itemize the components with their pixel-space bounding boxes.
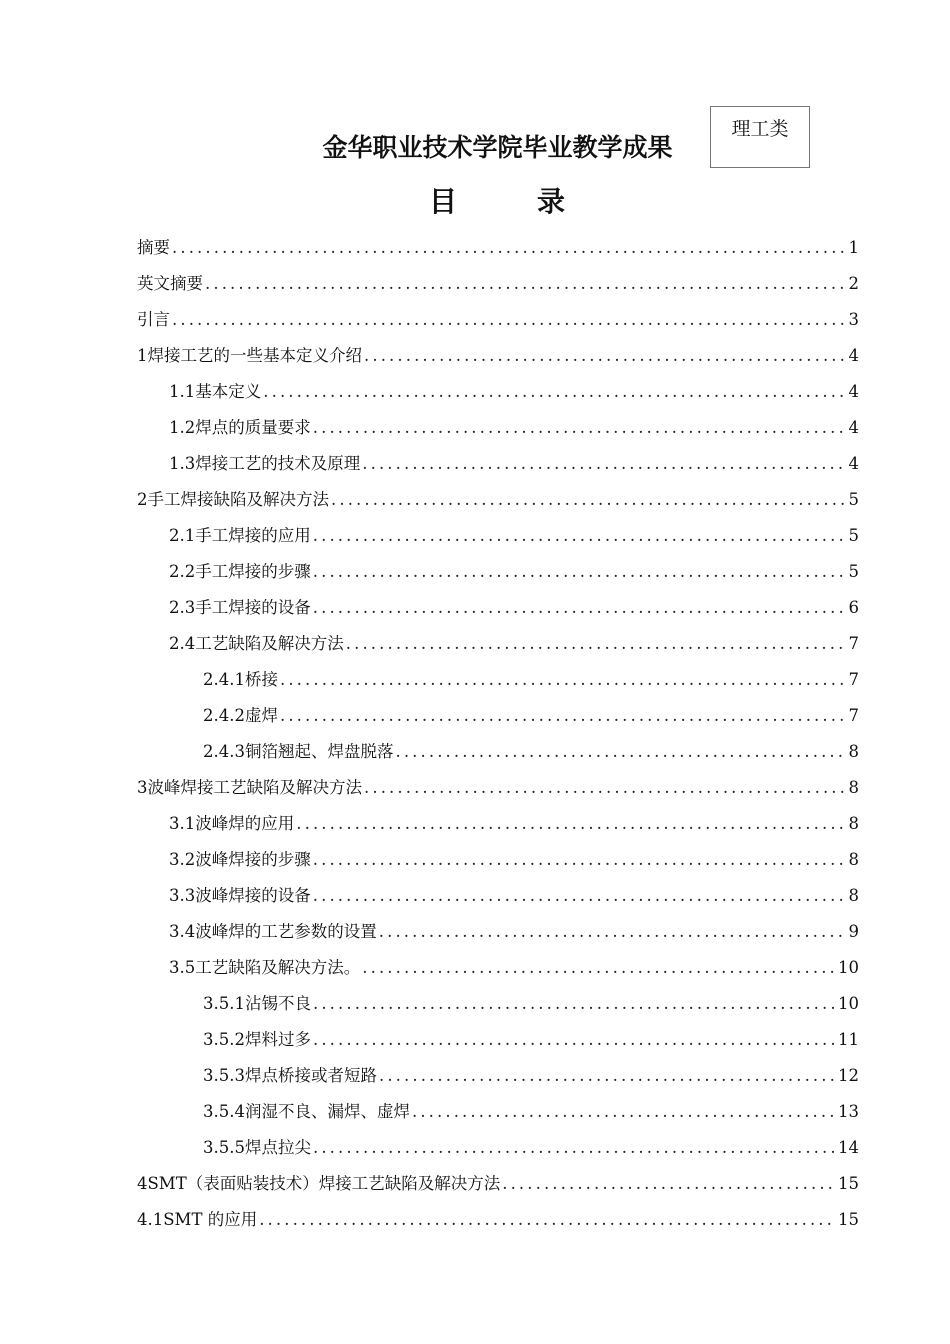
toc-entry-label: 工艺缺陷及解决方法。 [195,958,361,977]
toc-entry[interactable] [137,842,859,878]
toc-entry-label: 摘要 [137,238,170,257]
toc-entry-number: 2.3 [169,598,196,617]
toc-dot-leader [313,410,847,446]
toc-entry-page-number: 7 [848,670,859,689]
toc-entry[interactable] [137,302,859,338]
toc-entry-label: 焊点桥接或者短路 [244,1066,377,1085]
toc-entry-page-number: 5 [848,490,859,509]
toc-entry-page-number: 8 [848,886,859,905]
toc-entry[interactable] [137,1058,859,1094]
toc-entry[interactable] [137,1202,859,1238]
toc-entry[interactable] [137,806,859,842]
toc-entry-page-number: 8 [848,850,859,869]
toc-dot-leader [412,1094,836,1130]
toc-entry[interactable] [137,1130,859,1166]
toc-entry[interactable] [137,878,859,914]
toc-entry[interactable] [137,410,859,446]
toc-entry-page-number: 10 [838,994,859,1013]
toc-entry-number: 2.4.1 [203,670,245,689]
toc-entry-number: 4 [137,1174,148,1193]
toc-entry-number: 3.3 [169,886,196,905]
toc-entry-label: 手工焊接缺陷及解决方法 [147,490,329,509]
toc-entry-page-number: 10 [838,958,859,977]
toc-entry-number: 3.5.4 [203,1102,245,1121]
toc-entry-page-number: 4 [848,418,859,437]
toc-entry-label: 波峰焊接工艺缺陷及解决方法 [147,778,362,797]
toc-entry-label: 引言 [137,310,170,329]
toc-entry-page-number: 3 [848,310,859,329]
toc-entry-label: 波峰焊的工艺参数的设置 [195,922,377,941]
toc-entry-label: SMT 的应用 [163,1210,258,1229]
toc-entry-page-number: 8 [848,778,859,797]
toc-dot-leader [313,1022,836,1058]
toc-entry-label: 英文摘要 [137,274,203,293]
toc-entry-number: 3.5.3 [203,1066,245,1085]
toc-entry-number: 4.1 [137,1210,164,1229]
toc-entry-page-number: 4 [848,382,859,401]
toc-entry-number: 1 [137,346,148,365]
toc-entry[interactable] [137,950,859,986]
toc-dot-leader [172,302,847,338]
toc-entry[interactable] [137,698,859,734]
toc-entry-label: 工艺缺陷及解决方法 [195,634,344,653]
toc-dot-leader [379,914,847,950]
toc-dot-leader [362,950,836,986]
toc-dot-leader [205,266,847,302]
toc-entry-label: 沾锡不良 [244,994,311,1013]
toc-entry-number: 3.5 [169,958,196,977]
toc-dot-leader [313,518,847,554]
toc-entry-label: 手工焊接的设备 [195,598,311,617]
toc-entry-page-number: 6 [848,598,859,617]
toc-entry-page-number: 9 [848,922,859,941]
toc-entry-label: 手工焊接的应用 [195,526,311,545]
toc-entry-page-number: 11 [838,1030,859,1049]
toc-entry[interactable] [137,266,859,302]
toc-dot-leader [362,446,846,482]
toc-entry-label: 波峰焊的应用 [195,814,295,833]
toc-entry-number: 1.2 [169,418,196,437]
toc-entry[interactable] [137,1022,859,1058]
toc-entry-number: 3.5.1 [203,994,245,1013]
toc-entry-label: 基本定义 [195,382,262,401]
toc-entry[interactable] [137,554,859,590]
toc-entry-number: 2 [137,490,148,509]
toc-entry-page-number: 15 [838,1210,859,1229]
toc-entry-number: 3.4 [169,922,196,941]
toc-entry-label: 焊点拉尖 [244,1138,311,1157]
toc-entry-page-number: 12 [838,1066,859,1085]
toc-entry-label: 焊接工艺的技术及原理 [195,454,361,473]
toc-entry-page-number: 8 [848,814,859,833]
toc-entry-page-number: 2 [848,274,859,293]
toc-entry[interactable] [137,1094,859,1130]
toc-entry[interactable] [137,734,859,770]
toc-entry[interactable] [137,626,859,662]
toc-dot-leader [502,1166,836,1202]
toc-entry-label: 焊点的质量要求 [195,418,311,437]
table-of-contents [137,230,859,1238]
toc-entry-number: 2.1 [169,526,196,545]
toc-dot-leader [259,1202,836,1238]
toc-dot-leader [280,662,847,698]
toc-entry-page-number: 7 [848,634,859,653]
toc-entry[interactable] [137,986,859,1022]
toc-entry[interactable] [137,230,859,266]
toc-entry[interactable] [137,1166,859,1202]
toc-entry[interactable] [137,770,859,806]
toc-dot-leader [364,770,847,806]
toc-entry[interactable] [137,590,859,626]
toc-entry-page-number: 4 [848,454,859,473]
toc-entry-number: 1.1 [169,382,196,401]
category-label: 理工类 [731,118,789,140]
toc-dot-leader [172,230,847,266]
toc-dot-leader [280,698,847,734]
toc-entry-number: 1.3 [169,454,196,473]
toc-entry[interactable] [137,482,859,518]
toc-dot-leader [313,986,836,1022]
document-title: 金华职业技术学院毕业教学成果 [322,133,673,162]
toc-entry-page-number: 8 [848,742,859,761]
toc-entry-label: 焊接工艺的一些基本定义介绍 [147,346,362,365]
toc-dot-leader [395,734,846,770]
toc-entry-page-number: 1 [848,238,859,257]
toc-dot-leader [313,1130,836,1166]
toc-entry-label: 波峰焊接的步骤 [195,850,311,869]
toc-entry-number: 3.1 [169,814,196,833]
toc-entry[interactable] [137,518,859,554]
toc-entry-number: 2.4.2 [203,706,245,725]
toc-entry-page-number: 4 [848,346,859,365]
toc-heading: 目录 [429,185,646,218]
toc-entry-page-number: 7 [848,706,859,725]
toc-dot-leader [313,554,847,590]
toc-entry-label: 虚焊 [244,706,278,725]
toc-entry-label: 波峰焊接的设备 [195,886,311,905]
toc-entry-label: 桥接 [244,670,278,689]
toc-dot-leader [263,374,846,410]
toc-dot-leader [331,482,847,518]
toc-entry-label: 铜箔翘起、焊盘脱落 [244,742,394,761]
toc-entry-label: 焊料过多 [244,1030,311,1049]
toc-entry-label: 润湿不良、漏焊、虚焊 [244,1102,410,1121]
toc-entry-label: 手工焊接的步骤 [195,562,311,581]
toc-entry-number: 3.2 [169,850,196,869]
toc-entry-number: 2.4 [169,634,196,653]
toc-entry[interactable] [137,338,859,374]
toc-dot-leader [379,1058,836,1094]
toc-dot-leader [346,626,847,662]
toc-entry-number: 3.5.5 [203,1138,245,1157]
toc-entry-number: 2.4.3 [203,742,245,761]
toc-dot-leader [364,338,847,374]
toc-dot-leader [313,590,847,626]
toc-entry[interactable] [137,446,859,482]
toc-entry-page-number: 15 [838,1174,859,1193]
toc-entry-page-number: 5 [848,526,859,545]
toc-entry-page-number: 14 [838,1138,859,1157]
toc-dot-leader [313,842,847,878]
toc-entry-number: 3.5.2 [203,1030,245,1049]
toc-entry-number: 2.2 [169,562,196,581]
toc-entry[interactable] [137,914,859,950]
toc-entry[interactable] [137,374,859,410]
toc-entry-label: SMT（表面贴装技术）焊接工艺缺陷及解决方法 [147,1174,501,1193]
toc-dot-leader [313,878,847,914]
toc-entry-page-number: 13 [838,1102,859,1121]
toc-entry[interactable] [137,662,859,698]
toc-entry-number: 3 [137,778,148,797]
toc-dot-leader [296,806,846,842]
toc-entry-page-number: 5 [848,562,859,581]
